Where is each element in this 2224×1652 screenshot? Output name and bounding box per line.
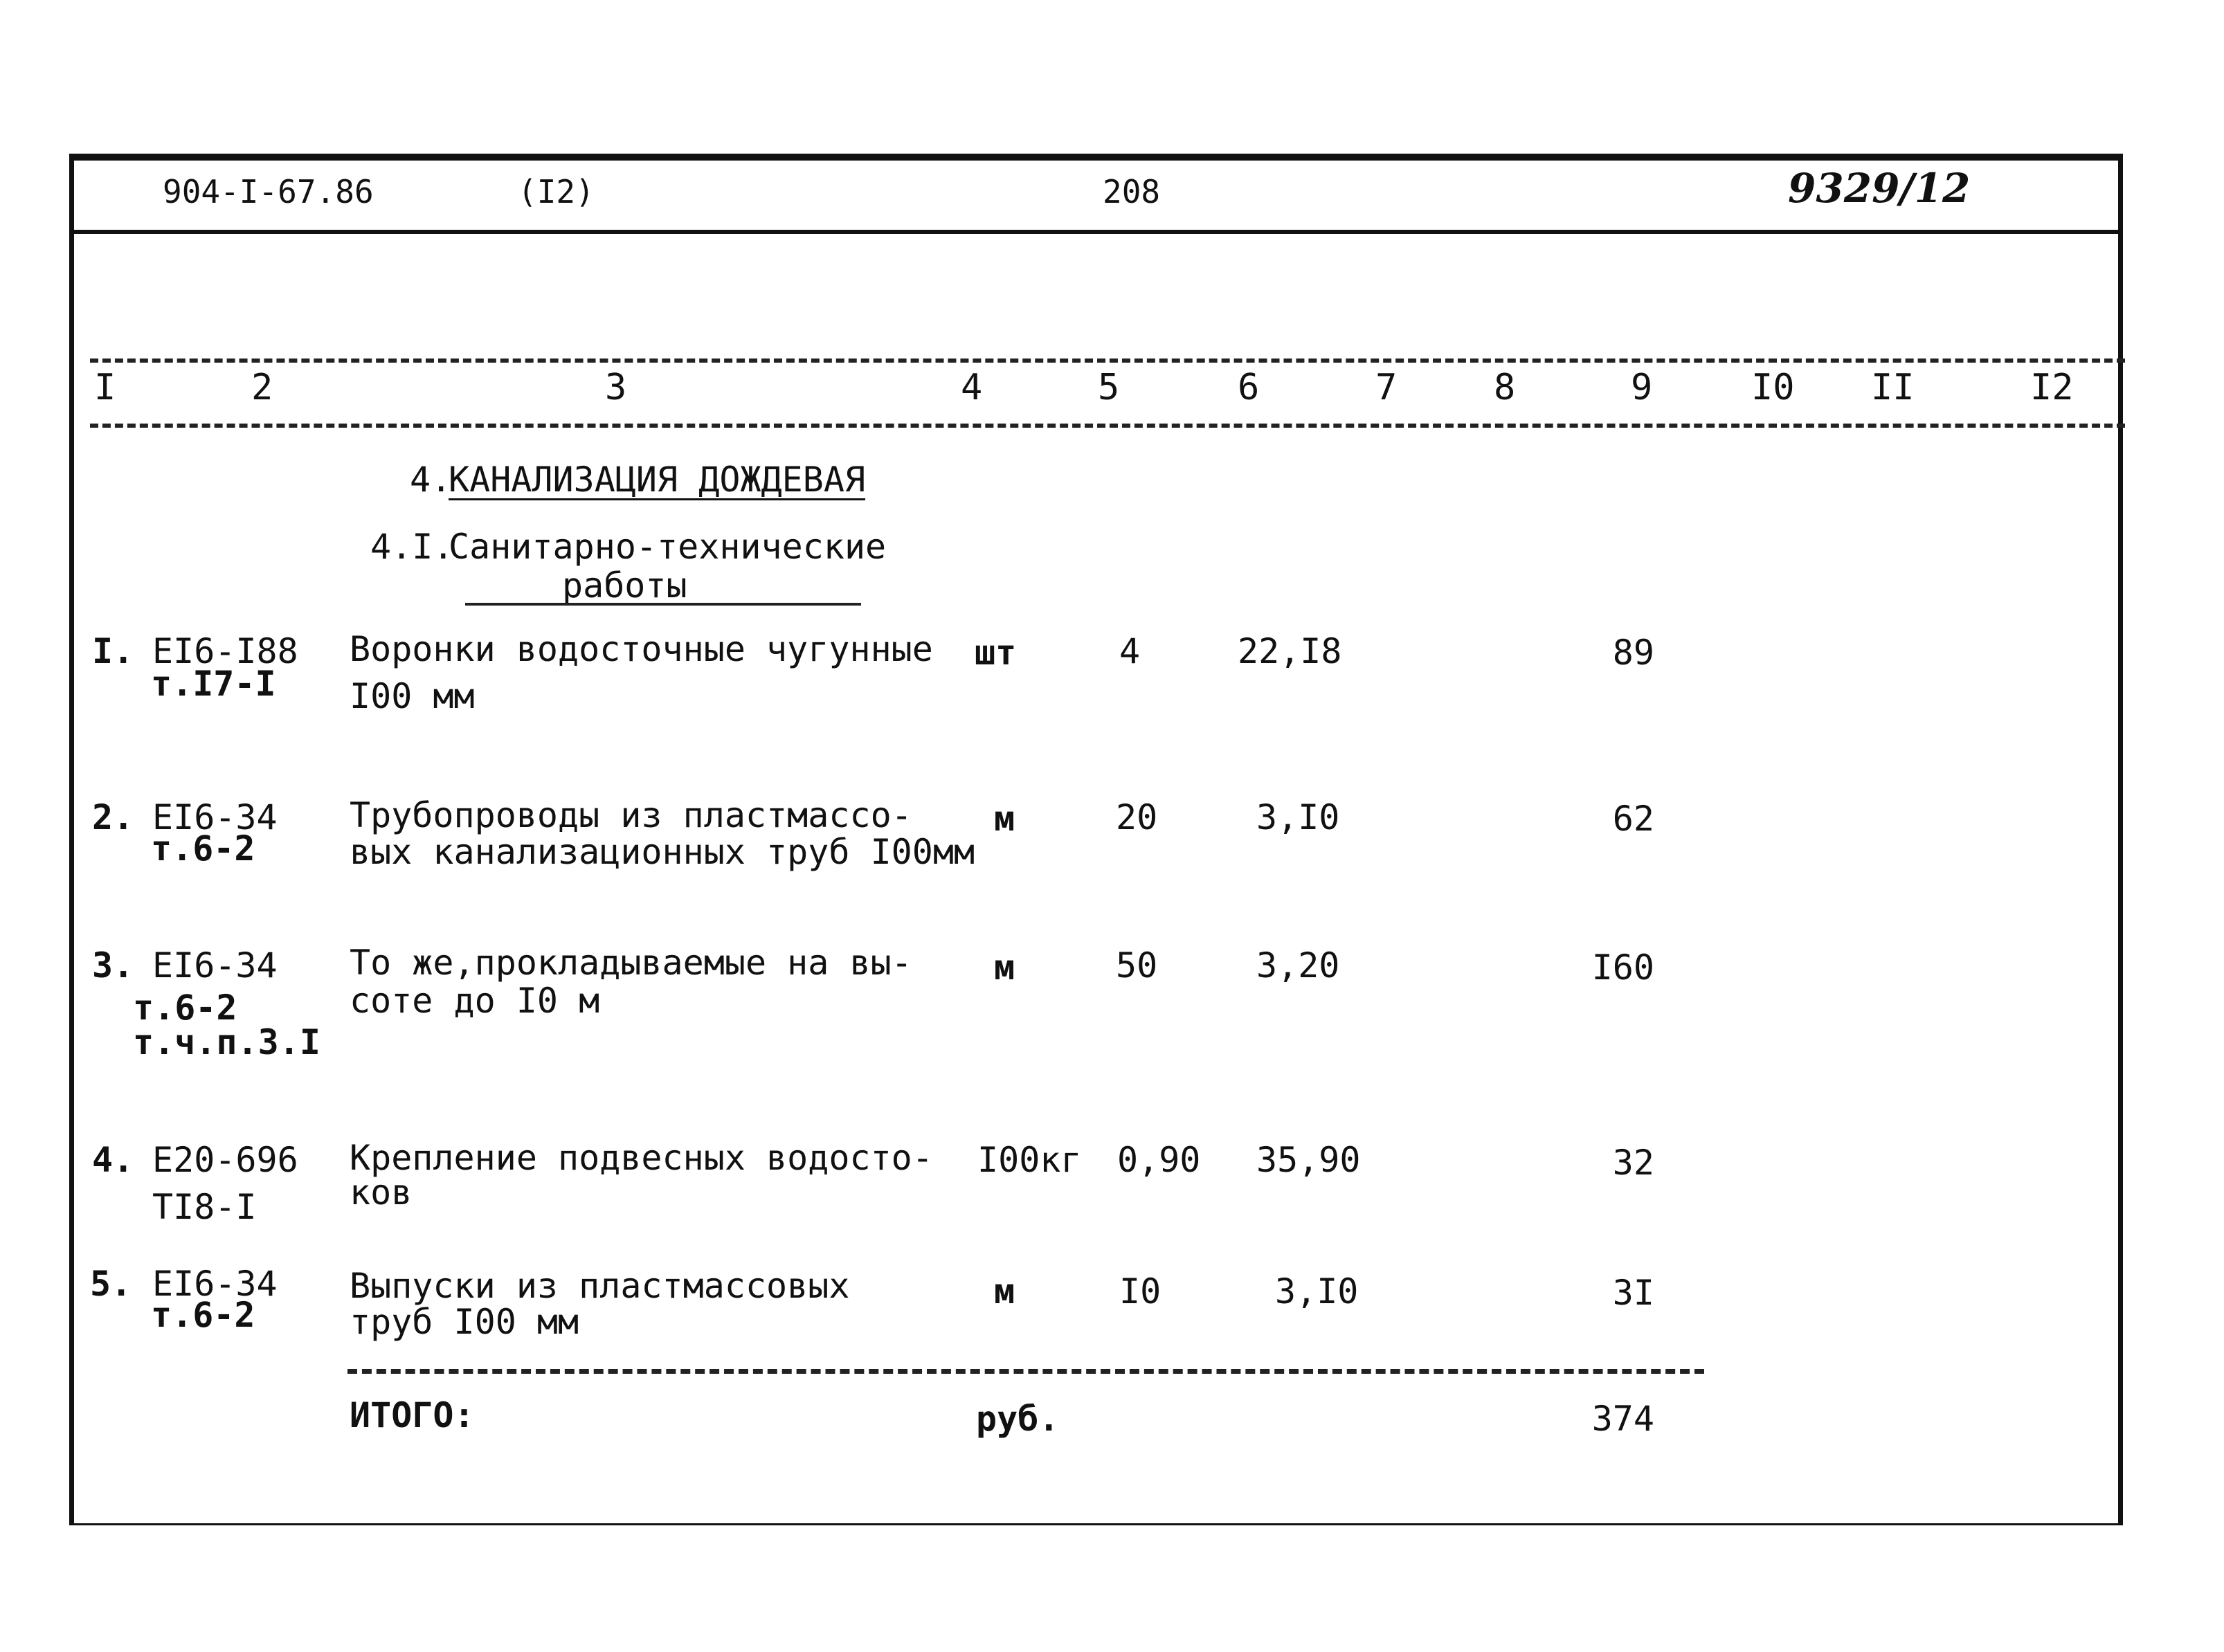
col-11: II [1871, 367, 1915, 408]
subsection-title-line1: Санитарно-технические [449, 527, 887, 567]
col-10: I0 [1751, 367, 1795, 408]
sheet-number: (I2) [518, 173, 595, 210]
row-number: I. [92, 631, 134, 671]
row-qty: 50 [1116, 945, 1158, 986]
row-code-note: т.ч.п.3.I [133, 1022, 320, 1062]
col-7: 7 [1375, 367, 1398, 408]
row-qty: I0 [1119, 1271, 1161, 1311]
row-price: 3,20 [1256, 945, 1340, 986]
row-price: 22,I8 [1238, 631, 1342, 671]
row-total: 89 [1612, 633, 1654, 673]
row-total: 32 [1612, 1143, 1654, 1183]
row-unit: м [994, 1271, 1015, 1311]
col-9: 9 [1631, 367, 1653, 408]
row-qty: 4 [1119, 631, 1141, 671]
header-divider [74, 230, 2118, 234]
row-price: 3,I0 [1256, 797, 1340, 837]
row-name: Трубопроводы из пластмассо- [350, 795, 912, 835]
row-unit: шт [975, 633, 1017, 673]
row-qty: 0,90 [1117, 1140, 1201, 1180]
handwritten-stamp: 9329/12 [1788, 165, 1971, 212]
col-5: 5 [1098, 367, 1120, 408]
row-code: EI6-I88 [152, 631, 298, 671]
row-price: 3,I0 [1275, 1271, 1359, 1311]
section-title: КАНАЛИЗАЦИЯ ДОЖДЕВАЯ [449, 460, 866, 500]
col-1: I [94, 367, 116, 408]
subsection-underline [465, 603, 861, 606]
row-name: соте до I0 м [350, 981, 600, 1021]
total-value: 374 [1591, 1399, 1654, 1439]
col-6: 6 [1238, 367, 1260, 408]
column-header-bottom-rule [90, 424, 2125, 428]
row-number: 5. [90, 1264, 132, 1304]
row-code: E20-696 [152, 1140, 298, 1180]
row-code-table: TI8-I [152, 1187, 257, 1227]
row-total: I60 [1591, 947, 1654, 988]
total-label: ИТОГО: [350, 1395, 475, 1435]
row-code-table: т.6-2 [151, 1295, 255, 1335]
col-3: 3 [605, 367, 627, 408]
row-unit: м [994, 947, 1015, 988]
row-name: труб I00 мм [350, 1302, 579, 1342]
row-name: I00 мм [350, 676, 475, 716]
row-name: ков [350, 1172, 413, 1213]
row-code: EI6-34 [152, 797, 278, 837]
page-number: 208 [1103, 173, 1161, 210]
row-total: 62 [1612, 799, 1654, 839]
row-qty: 20 [1116, 797, 1158, 837]
row-name: вых канализационных труб I00мм [350, 832, 975, 872]
row-unit: I00кг [977, 1140, 1082, 1180]
row-total: 3I [1612, 1273, 1654, 1313]
row-code: EI6-34 [152, 1264, 278, 1304]
col-2: 2 [251, 367, 273, 408]
col-12: I2 [2030, 367, 2074, 408]
row-code-table: т.6-2 [151, 828, 255, 869]
row-code-table: т.6-2 [133, 988, 237, 1028]
total-separator [347, 1369, 1704, 1374]
total-unit: руб. [976, 1399, 1060, 1439]
row-price: 35,90 [1256, 1140, 1361, 1180]
row-name: То же,прокладываемые на вы- [350, 943, 912, 983]
section-number: 4. [410, 460, 452, 500]
row-name: Выпуски из пластмассовых [350, 1266, 850, 1306]
row-code: EI6-34 [152, 945, 278, 986]
row-number: 4. [92, 1140, 134, 1180]
col-8: 8 [1494, 367, 1516, 408]
row-number: 2. [92, 797, 134, 837]
row-number: 3. [92, 945, 134, 986]
subsection-number: 4.I. [370, 527, 454, 567]
doc-code: 904-I-67.86 [163, 173, 374, 210]
column-header-top-rule [90, 358, 2125, 363]
row-name: Крепление подвесных водосто- [350, 1138, 933, 1178]
subsection-title-line2: работы [562, 565, 687, 606]
row-name: Воронки водосточные чугунные [350, 629, 933, 669]
row-code-table: т.I7-I [151, 664, 276, 704]
row-unit: м [994, 799, 1015, 839]
col-4: 4 [961, 367, 983, 408]
